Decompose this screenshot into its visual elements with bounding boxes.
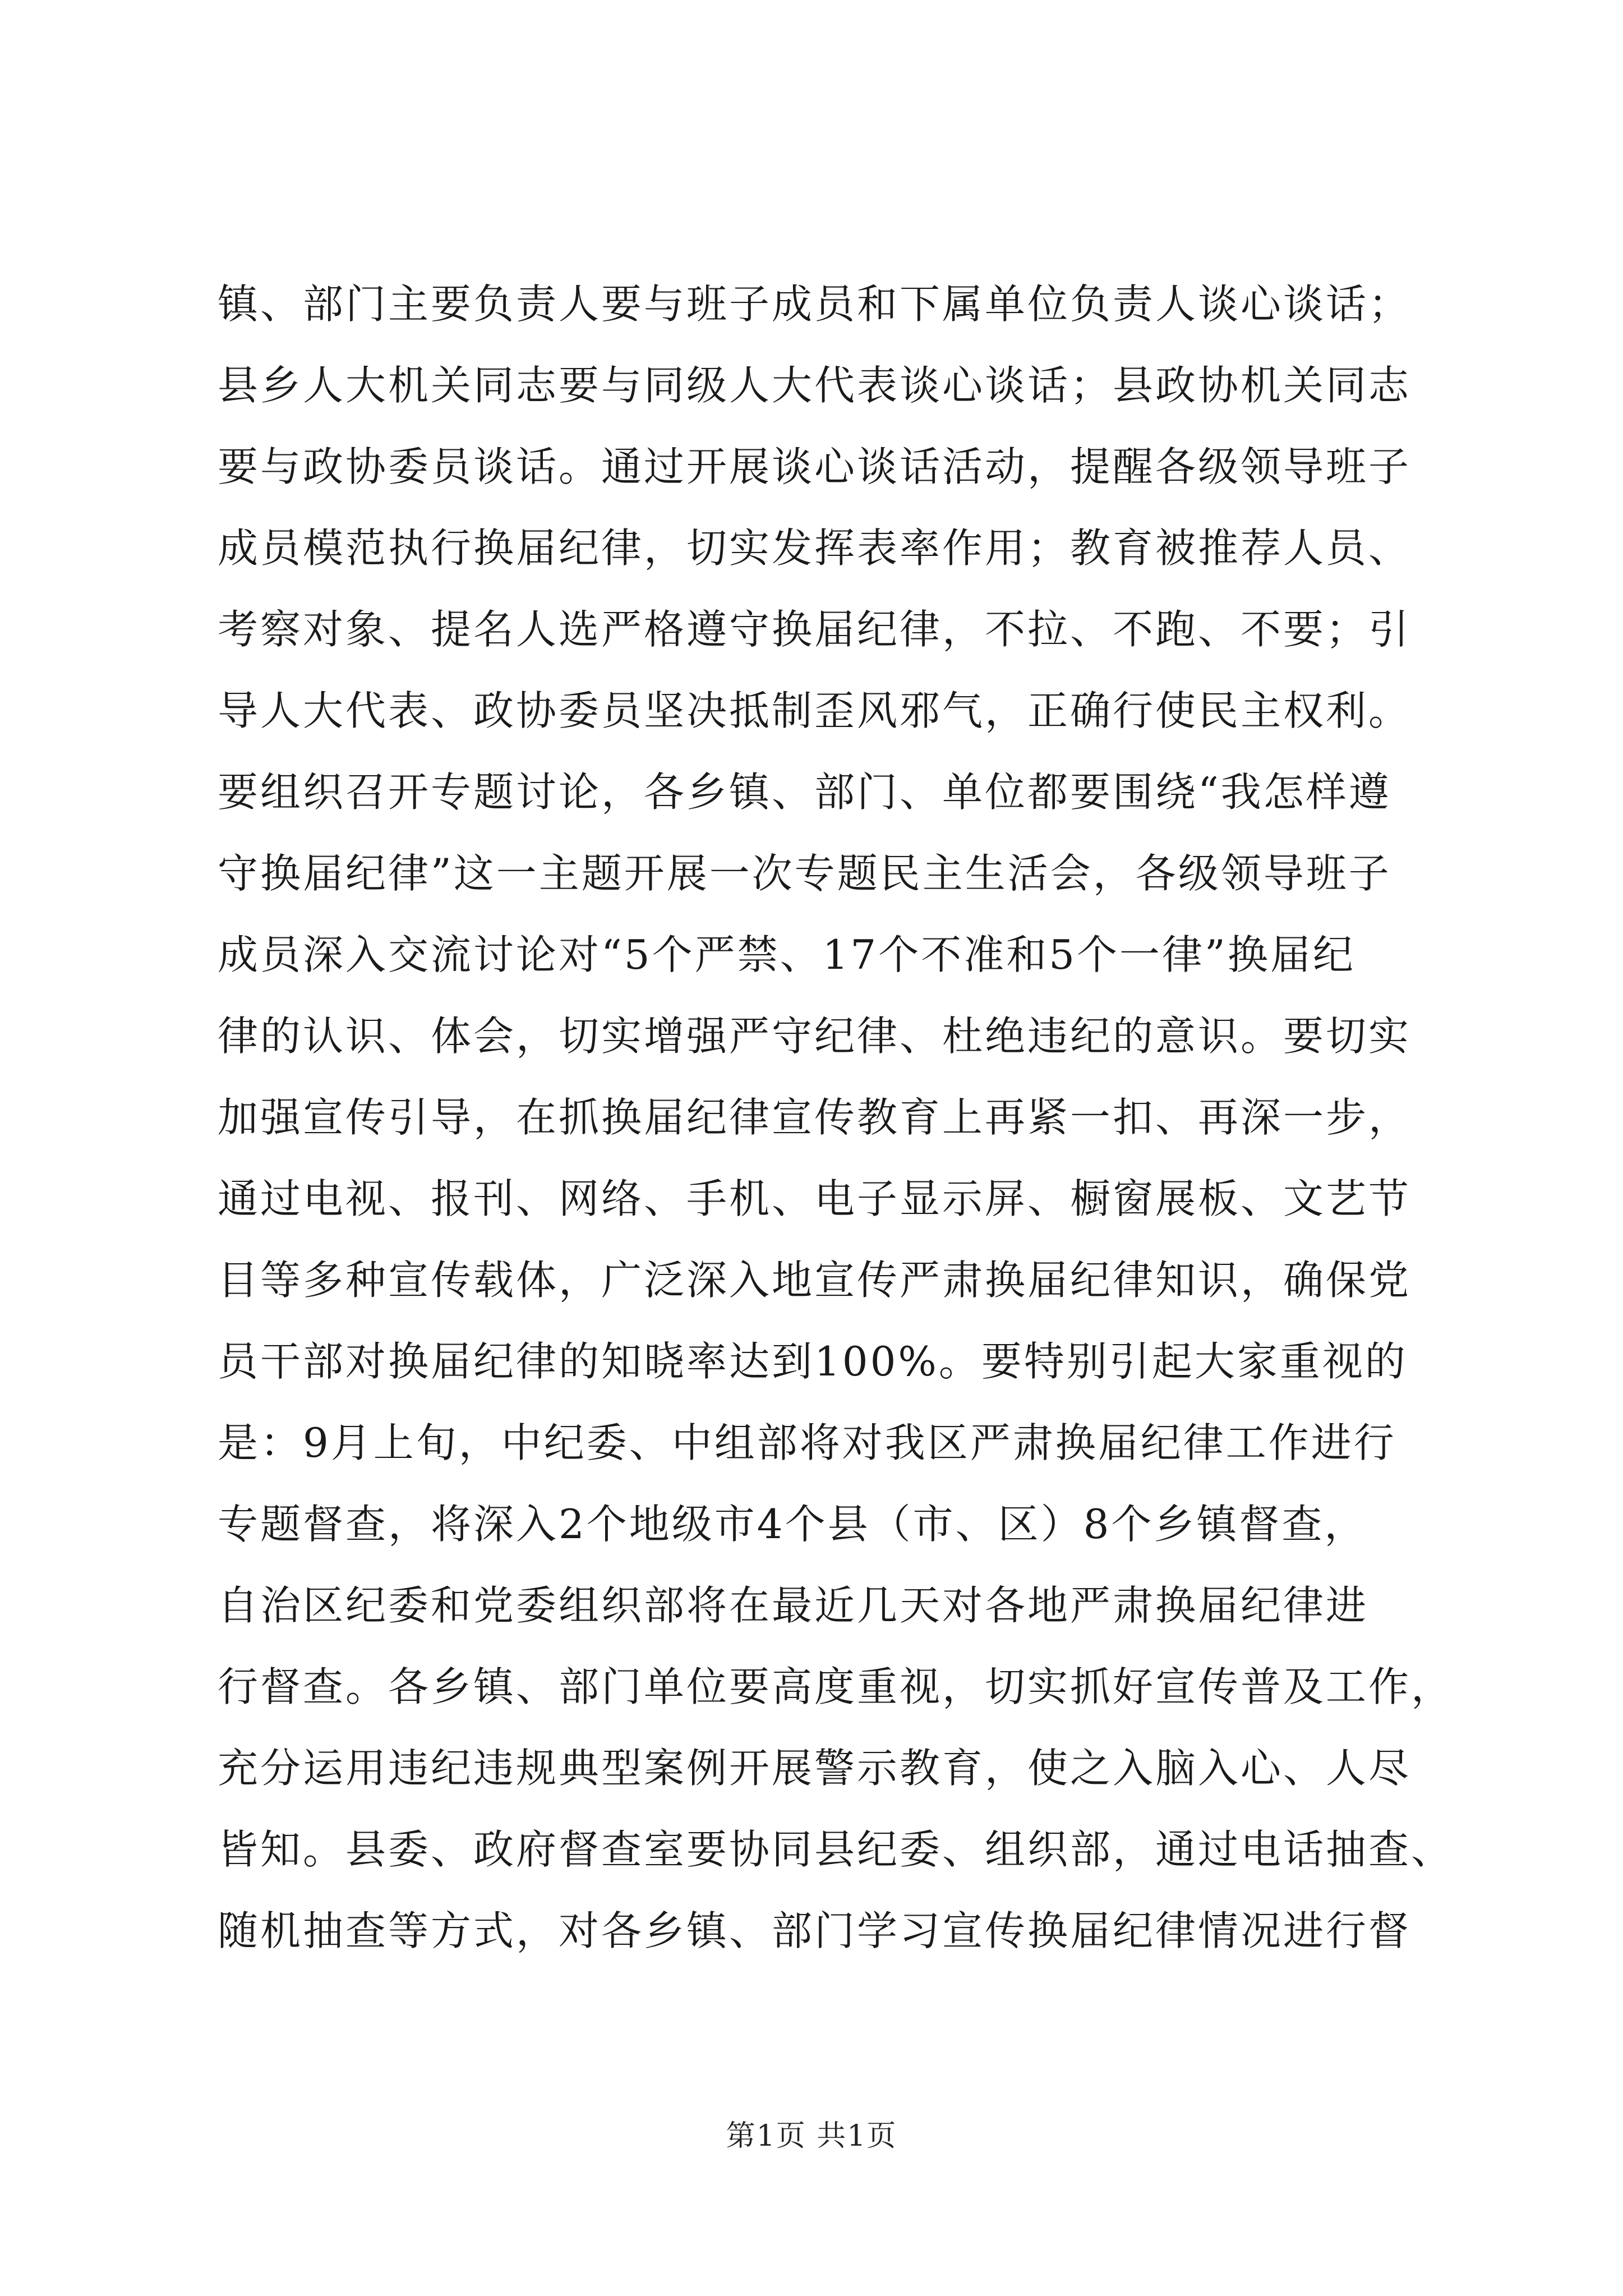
text-line: 县乡人大机关同志要与同级人大代表谈心谈话；县政协机关同志 bbox=[218, 362, 1412, 409]
text-line: 皆知。县委、政府督查室要协同县纪委、组织部，通过电话抽查、 bbox=[218, 1826, 1454, 1873]
text-line: 充分运用违纪违规典型案例开展警示教育，使之入脑入心、人尽 bbox=[218, 1745, 1412, 1792]
text-line: 行督查。各乡镇、部门单位要高度重视，切实抓好宣传普及工作， bbox=[218, 1663, 1454, 1710]
text-line: 成员深入交流讨论对“5个严禁、17个不准和5个一律”换届纪 bbox=[218, 931, 1355, 978]
text-line: 成员模范执行换届纪律，切实发挥表率作用；教育被推荐人员、 bbox=[218, 524, 1412, 572]
text-line: 目等多种宣传载体，广泛深入地宣传严肃换届纪律知识，确保党 bbox=[218, 1257, 1412, 1304]
text-line: 加强宣传引导，在抓换届纪律宣传教育上再紧一扣、再深一步， bbox=[218, 1094, 1412, 1141]
text-line: 要与政协委员谈话。通过开展谈心谈话活动，提醒各级领导班子 bbox=[218, 443, 1412, 490]
text-line: 自治区纪委和党委组织部将在最近几天对各地严肃换届纪律进 bbox=[218, 1582, 1369, 1629]
text-line: 律的认识、体会，切实增强严守纪律、杜绝违纪的意识。要切实 bbox=[218, 1013, 1412, 1060]
text-line: 要组织召开专题讨论，各乡镇、部门、单位都要围绕“我怎样遵 bbox=[218, 769, 1391, 816]
text-line: 考察对象、提名人选严格遵守换届纪律，不拉、不跑、不要；引 bbox=[218, 606, 1412, 653]
text-line: 是：9月上旬，中纪委、中组部将对我区严肃换届纪律工作进行 bbox=[218, 1419, 1396, 1466]
page-number-footer: 第1页 共1页 bbox=[726, 2119, 897, 2153]
text-line: 镇、部门主要负责人要与班子成员和下属单位负责人谈心谈话； bbox=[218, 280, 1412, 328]
text-line: 随机抽查等方式，对各乡镇、部门学习宣传换届纪律情况进行督 bbox=[218, 1907, 1412, 1954]
text-line: 守换届纪律”这一主题开展一次专题民主生活会，各级领导班子 bbox=[218, 850, 1391, 897]
text-line: 员干部对换届纪律的知晓率达到100%。要特别引起大家重视的 bbox=[218, 1338, 1408, 1385]
text-line: 导人大代表、政协委员坚决抵制歪风邪气，正确行使民主权利。 bbox=[218, 687, 1412, 734]
body-text bbox=[218, 264, 1454, 1972]
text-line: 通过电视、报刊、网络、手机、电子显示屏、橱窗展板、文艺节 bbox=[218, 1175, 1412, 1222]
text-line: 专题督查，将深入2个地级市4个县（市、区）8个乡镇督查， bbox=[218, 1501, 1367, 1548]
